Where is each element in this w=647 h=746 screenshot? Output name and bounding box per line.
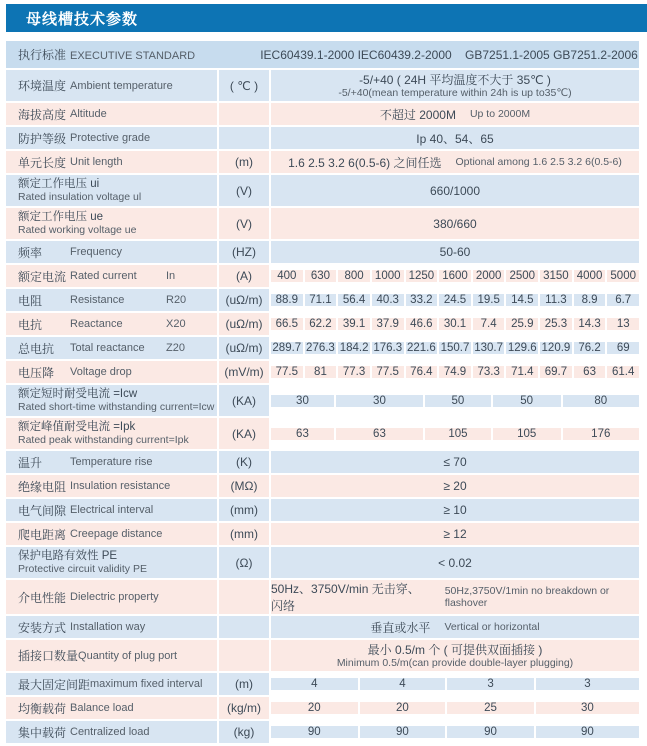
unit-cell <box>219 361 269 383</box>
row-label-cell <box>6 523 217 545</box>
unit-text: (A) <box>236 269 252 283</box>
label-cn: 电阻 <box>18 293 43 308</box>
value-subcell: 24.5 <box>439 294 471 306</box>
value-cell <box>259 48 639 62</box>
value-subcell: 61.4 <box>607 366 639 378</box>
value-subcell: 13 <box>607 318 639 330</box>
value-cell <box>271 127 639 149</box>
value-cell <box>271 418 639 449</box>
value-cell <box>271 313 639 335</box>
value-subcell: 20 <box>360 702 446 714</box>
value-subcell: 5000 <box>607 270 639 282</box>
value-subcell: 19.5 <box>473 294 505 306</box>
spec-table <box>6 41 639 743</box>
page-title: 母线槽技术参数 <box>26 10 139 28</box>
value-subcell: 73.3 <box>473 366 505 378</box>
value-subcell: 69 <box>607 342 639 354</box>
unit-cell <box>219 523 269 545</box>
row-label-cell <box>6 673 217 695</box>
value-subcell: 63 <box>574 366 606 378</box>
value-subcell: 8.9 <box>574 294 606 306</box>
value-subtext: Up to 2000M <box>469 108 531 120</box>
value-subcell: 25.3 <box>540 318 572 330</box>
label-en: Resistance <box>70 294 125 306</box>
row-label-cell <box>6 127 217 149</box>
row-label-cell <box>6 313 217 335</box>
label-symbol: X20 <box>166 318 186 330</box>
label-cn: 介电性能 <box>18 590 67 605</box>
row-label-cell <box>6 721 217 743</box>
table-row <box>6 640 639 671</box>
table-row <box>6 127 639 149</box>
row-label-cell <box>6 103 217 125</box>
table-row <box>6 70 639 101</box>
row-label-cell <box>6 208 217 239</box>
table-row <box>6 265 639 287</box>
row-label-cell <box>6 640 217 671</box>
label-en: Altitude <box>70 108 107 120</box>
value-cell <box>271 580 639 614</box>
value-subcell: 56.4 <box>338 294 370 306</box>
value-subcell: 176.3 <box>373 342 403 354</box>
unit-cell <box>219 580 269 614</box>
value-cell <box>271 640 639 671</box>
label-en: Rated working voltage ue <box>18 224 137 236</box>
unit-cell <box>219 451 269 473</box>
value-cell <box>271 337 639 359</box>
value-line-cn: 最小 0.5/m 个 ( 可提供双面插接 ) <box>367 642 543 657</box>
value-subcell: 76.4 <box>406 366 438 378</box>
label-cn: 集中载荷 <box>18 725 67 740</box>
value-text: ≥ 10 <box>443 503 467 517</box>
unit-cell <box>219 313 269 335</box>
value-subcell: 7.4 <box>473 318 505 330</box>
unit-cell <box>219 175 269 206</box>
value-text: 垂直或水平 <box>370 620 431 635</box>
label-en: Unit length <box>70 156 123 168</box>
value-subcell: 176 <box>563 428 639 440</box>
value-subcell: 20 <box>271 702 358 714</box>
value-subcell: 30.1 <box>439 318 471 330</box>
unit-text: (V) <box>236 183 252 198</box>
value-subcell: 50 <box>425 395 491 407</box>
unit-text: (m) <box>235 677 253 691</box>
value-subcell: 77.3 <box>338 366 370 378</box>
label-cn: 绝缘电阻 <box>18 479 67 494</box>
unit-cell <box>219 265 269 287</box>
unit-text: (uΩ/m) <box>225 341 263 355</box>
table-row <box>6 697 639 719</box>
value-subcell: 25 <box>447 702 534 714</box>
value-cell <box>271 451 639 473</box>
value-subcell: 90 <box>536 726 639 738</box>
label-cn: 保护电路有效性 PE <box>18 550 118 562</box>
label-en: Dielectric property <box>70 591 159 603</box>
label-en: Protective circuit validity PE <box>18 563 147 575</box>
unit-text: (mV/m) <box>224 365 264 379</box>
unit-cell <box>219 499 269 521</box>
value-subcell: 63 <box>271 428 334 440</box>
value-text: 1.6 2.5 3.2 6(0.5-6) 之间任选 <box>288 155 442 170</box>
label-cn: 额定工作电压 ue <box>18 211 103 223</box>
value-subcell: 90 <box>271 726 358 738</box>
unit-cell <box>219 103 269 125</box>
unit-cell <box>219 547 269 578</box>
value-subcell: 62.2 <box>305 318 337 330</box>
label-en: Rated peak withstanding current=Ipk <box>18 434 189 446</box>
value-subcell: 71.4 <box>506 366 538 378</box>
value-subcell: 2500 <box>506 270 538 282</box>
value-subcell: 184.2 <box>339 342 369 354</box>
label-en: Insulation resistance <box>70 480 171 492</box>
value-text: Ip 40、54、65 <box>416 131 494 146</box>
label-en: Centralized load <box>70 726 150 738</box>
row-label-cell <box>6 451 217 473</box>
table-row <box>6 208 639 239</box>
label-en: EXECUTIVE STANDARD <box>70 49 196 62</box>
label-en: Installation way <box>70 621 146 633</box>
value-subcell: 4000 <box>574 270 606 282</box>
table-row <box>6 580 639 614</box>
value-text: 50-60 <box>439 245 471 259</box>
table-row <box>6 616 639 638</box>
label-en: Rated insulation voltage ul <box>18 191 142 203</box>
value-subcell: 2000 <box>473 270 505 282</box>
label-cn: 温升 <box>18 455 43 470</box>
value-subcell: 3 <box>447 678 534 690</box>
unit-text: (uΩ/m) <box>225 317 263 331</box>
label-symbol: In <box>166 270 176 282</box>
value-cell <box>271 499 639 521</box>
label-cn: 防护等级 <box>18 131 67 146</box>
table-row <box>6 289 639 311</box>
value-subcell: 289.7 <box>272 342 302 354</box>
value-text: ≤ 70 <box>443 455 467 469</box>
value-subcell: 130.7 <box>474 342 504 354</box>
label-en: Electrical interval <box>70 504 154 516</box>
value-text: 660/1000 <box>429 183 481 198</box>
value-subcell: 1000 <box>372 270 404 282</box>
value-subcell: 80 <box>563 395 639 407</box>
unit-text: (V) <box>236 216 252 231</box>
table-row <box>6 175 639 206</box>
row-label-cell <box>6 697 217 719</box>
value-subcell: 25.9 <box>506 318 538 330</box>
unit-text: (m) <box>235 155 253 169</box>
value-subcell: 4 <box>360 678 446 690</box>
label-cn: 电压降 <box>18 365 55 380</box>
unit-text: (MΩ) <box>230 479 258 493</box>
value-subcell: 71.1 <box>305 294 337 306</box>
page-title-bar <box>6 4 647 32</box>
label-en: Quantity of plug port <box>78 649 178 662</box>
value-line-en: Minimum 0.5/m(can provide double-layer plugging) <box>336 656 574 669</box>
label-en: Rated short-time withstanding current=Icw <box>18 401 215 413</box>
value-subcell: 120.9 <box>541 342 571 354</box>
value-subcell: 77.5 <box>271 366 303 378</box>
label-symbol: Z20 <box>166 342 185 354</box>
value-subcell: 69.7 <box>540 366 572 378</box>
row-label-cell <box>6 385 217 416</box>
label-cn: 环境温度 <box>18 79 67 93</box>
value-subcell: 6.7 <box>607 294 639 306</box>
value-text: 不超过 2000M <box>379 107 456 122</box>
value-subtext: Optional among 1.6 2.5 3.2 6(0.5-6) <box>455 156 622 168</box>
row-label-cell <box>6 580 217 614</box>
unit-cell <box>219 418 269 449</box>
unit-text: ( ℃ ) <box>229 78 259 93</box>
unit-text: (mm) <box>230 503 258 517</box>
value-cell <box>271 673 639 695</box>
row-label-cell <box>6 70 217 101</box>
unit-cell <box>219 241 269 263</box>
table-row <box>6 41 639 68</box>
value-subcell: 400 <box>271 270 303 282</box>
row-label-cell <box>6 616 217 638</box>
unit-cell <box>219 208 269 239</box>
unit-text: (kg) <box>233 725 255 739</box>
value-line-en: -5/+40(mean temperature within 24h is up to35℃) <box>338 86 572 99</box>
value-subcell: 129.6 <box>507 342 537 354</box>
unit-cell <box>219 640 269 671</box>
value-subcell: 3 <box>536 678 639 690</box>
label-cn: 额定短时耐受电流 =Icw <box>18 388 138 400</box>
value-cell <box>271 151 639 173</box>
value-subcell: 630 <box>305 270 337 282</box>
label-symbol: R20 <box>166 294 187 306</box>
row-label-cell <box>6 46 259 64</box>
value-cell <box>271 265 639 287</box>
value-text: < 0.02 <box>438 555 472 570</box>
label-en: Reactance <box>70 318 123 330</box>
unit-cell <box>219 721 269 743</box>
row-label-cell <box>6 175 217 206</box>
value-cell <box>271 103 639 125</box>
unit-cell <box>219 337 269 359</box>
value-text: IEC60439.1-2000 IEC60439.2-2000 GB7251.1-2005 GB7251.2-2006 <box>260 47 638 62</box>
value-subcell: 11.3 <box>540 294 572 306</box>
label-en: Frequency <box>70 246 122 258</box>
value-subcell: 37.9 <box>372 318 404 330</box>
value-subcell: 30 <box>271 395 334 407</box>
label-en: Temperature rise <box>70 456 153 468</box>
label-cn: 额定工作电压 ui <box>18 178 100 190</box>
value-text: 50Hz、3750V/min 无击穿、闪络 <box>271 582 420 613</box>
value-subcell: 76.2 <box>574 342 606 354</box>
label-cn: 安装方式 <box>18 620 67 635</box>
value-text: ≥ 20 <box>443 479 467 493</box>
table-row <box>6 721 639 743</box>
unit-text: (uΩ/m) <box>225 293 263 307</box>
unit-cell <box>219 289 269 311</box>
table-row <box>6 103 639 125</box>
unit-cell <box>219 127 269 149</box>
value-subcell: 221.6 <box>406 342 436 354</box>
row-label-cell <box>6 337 217 359</box>
label-cn: 海拔高度 <box>18 107 67 122</box>
table-row <box>6 673 639 695</box>
value-subcell: 800 <box>338 270 370 282</box>
value-cell <box>271 385 639 416</box>
value-subcell: 50 <box>493 395 561 407</box>
unit-text: (K) <box>236 455 252 469</box>
value-subcell: 105 <box>493 428 561 440</box>
row-label-cell <box>6 289 217 311</box>
value-subcell: 4 <box>271 678 358 690</box>
table-row <box>6 151 639 173</box>
row-label-cell <box>6 499 217 521</box>
table-row <box>6 337 639 359</box>
table-row <box>6 523 639 545</box>
value-subcell: 14.3 <box>574 318 606 330</box>
value-text: ≥ 12 <box>443 527 467 541</box>
table-row <box>6 475 639 497</box>
unit-text: (KA) <box>232 393 256 408</box>
unit-cell <box>219 475 269 497</box>
label-en: Protective grade <box>70 132 151 144</box>
label-cn: 电气间隙 <box>18 503 67 518</box>
value-cell <box>271 241 639 263</box>
label-cn: 插接口数量 <box>18 649 79 663</box>
unit-cell <box>219 70 269 101</box>
label-en: maximum fixed interval <box>90 678 203 690</box>
value-subcell: 74.9 <box>439 366 471 378</box>
value-cell <box>271 697 639 719</box>
value-subcell: 66.5 <box>271 318 303 330</box>
table-row <box>6 313 639 335</box>
value-subcell: 150.7 <box>440 342 470 354</box>
value-subcell: 30 <box>536 702 639 714</box>
label-en: Ambient temperature <box>70 79 173 92</box>
value-subcell: 105 <box>425 428 491 440</box>
row-label-cell <box>6 361 217 383</box>
value-subcell: 77.5 <box>372 366 404 378</box>
row-label-cell <box>6 418 217 449</box>
row-label-cell <box>6 265 217 287</box>
label-cn: 电抗 <box>18 317 43 332</box>
unit-cell <box>219 673 269 695</box>
row-label-cell <box>6 547 217 578</box>
value-cell <box>271 475 639 497</box>
value-subcell: 1250 <box>406 270 438 282</box>
value-subcell: 90 <box>360 726 446 738</box>
row-label-cell <box>6 241 217 263</box>
unit-text: (KA) <box>232 426 256 441</box>
unit-text: (kg/m) <box>227 701 261 715</box>
label-cn: 执行标准 <box>18 47 67 62</box>
label-cn: 频率 <box>18 245 43 260</box>
label-cn: 额定电流 <box>18 269 67 284</box>
label-cn: 均衡载荷 <box>18 701 67 716</box>
value-cell <box>271 547 639 578</box>
value-cell <box>271 523 639 545</box>
value-cell <box>271 361 639 383</box>
label-en: Balance load <box>70 702 134 714</box>
unit-cell <box>219 385 269 416</box>
value-cell <box>271 175 639 206</box>
table-row <box>6 241 639 263</box>
unit-text: (HZ) <box>232 245 256 259</box>
value-subcell: 90 <box>447 726 534 738</box>
value-subcell: 40.3 <box>372 294 404 306</box>
label-cn: 单元长度 <box>18 155 67 170</box>
value-text: 380/660 <box>433 216 477 231</box>
label-en: Rated current <box>70 270 137 282</box>
table-row <box>6 361 639 383</box>
value-line-cn: -5/+40 ( 24H 平均温度不大于 35℃ ) <box>359 72 551 87</box>
unit-text: (Ω) <box>235 555 253 570</box>
value-subcell: 14.5 <box>506 294 538 306</box>
unit-cell <box>219 151 269 173</box>
value-cell <box>271 289 639 311</box>
label-cn: 最大固定间距 <box>18 677 91 692</box>
value-cell <box>271 721 639 743</box>
table-row <box>6 499 639 521</box>
value-subcell: 33.2 <box>406 294 438 306</box>
value-subcell: 3150 <box>540 270 572 282</box>
label-cn: 爬电距离 <box>18 527 67 542</box>
value-subcell: 46.6 <box>406 318 438 330</box>
value-subcell: 88.9 <box>271 294 303 306</box>
value-subcell: 81 <box>305 366 337 378</box>
value-cell <box>271 70 639 101</box>
value-subcell: 63 <box>336 428 423 440</box>
unit-text: (mm) <box>230 527 258 541</box>
value-subcell: 276.3 <box>306 342 335 354</box>
unit-cell <box>219 616 269 638</box>
label-en: Creepage distance <box>70 528 163 540</box>
row-label-cell <box>6 475 217 497</box>
table-row <box>6 547 639 578</box>
value-subcell: 30 <box>336 395 423 407</box>
row-label-cell <box>6 151 217 173</box>
value-subtext: Vertical or horizontal <box>444 621 540 633</box>
label-cn: 总电抗 <box>18 341 55 356</box>
merged-row-cell <box>6 41 639 68</box>
label-en: Voltage drop <box>70 366 132 378</box>
table-row <box>6 385 639 416</box>
table-row <box>6 451 639 473</box>
value-subtext: 50Hz,3750V/1min no breakdown or flashover <box>444 585 613 609</box>
value-cell <box>271 616 639 638</box>
table-row <box>6 418 639 449</box>
unit-cell <box>219 697 269 719</box>
value-cell <box>271 208 639 239</box>
value-subcell: 1600 <box>439 270 471 282</box>
value-subcell: 39.1 <box>338 318 370 330</box>
label-cn: 额定峰值耐受电流 =Ipk <box>18 421 136 433</box>
label-en: Total reactance <box>70 342 145 354</box>
